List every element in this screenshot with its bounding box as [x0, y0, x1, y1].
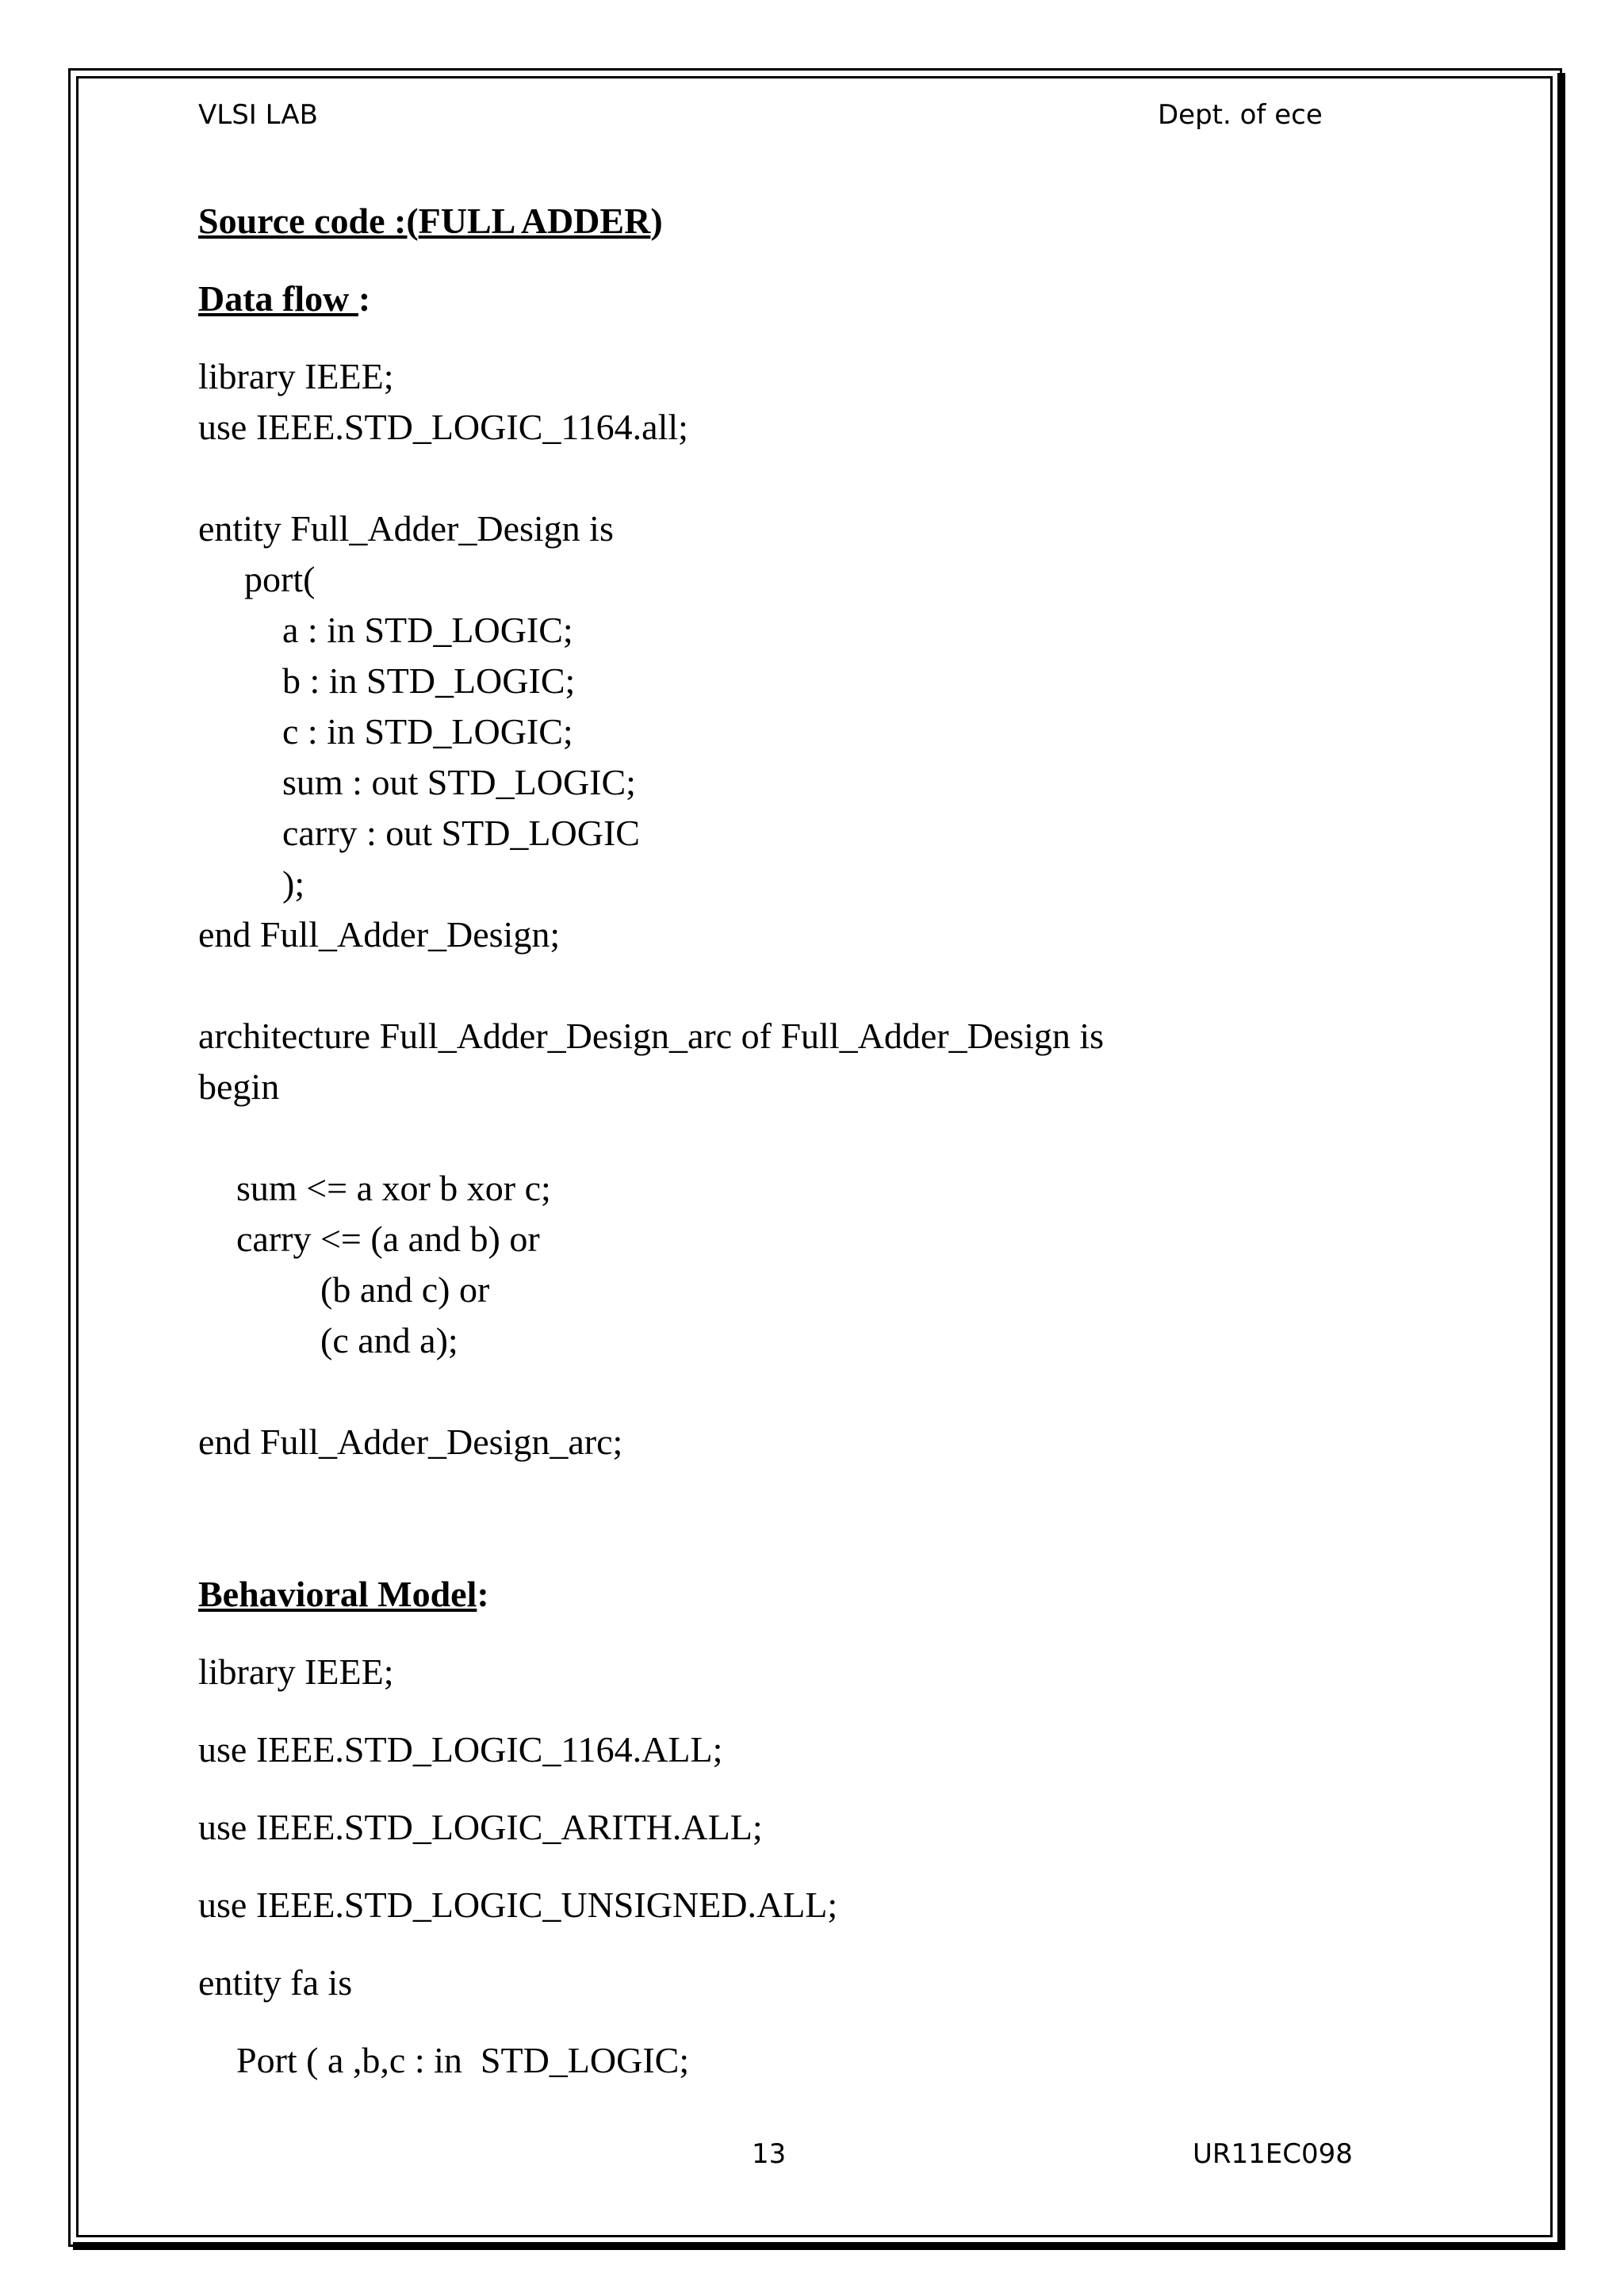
- code-line: carry <= (a and b) or: [236, 1219, 540, 1259]
- code-line: b : in STD_LOGIC;: [282, 660, 576, 701]
- code-line: entity Full_Adder_Design is: [198, 508, 614, 549]
- code-line: port(: [244, 559, 316, 599]
- code-line: begin: [198, 1066, 280, 1107]
- code-line: library IEEE;: [198, 1651, 394, 1692]
- code-line: architecture Full_Adder_Design_arc of Full_Adder_Design is: [198, 1016, 1105, 1056]
- code-line: (b and c) or: [320, 1269, 490, 1310]
- header-department: Dept. of ece: [1158, 99, 1323, 131]
- code-line: entity fa is: [198, 1962, 353, 2003]
- code-line: end Full_Adder_Design;: [198, 914, 561, 955]
- code-line: c : in STD_LOGIC;: [282, 711, 573, 752]
- footer-roll-number: UR11EC098: [1193, 2138, 1353, 2170]
- behavioral-model-heading: Behavioral Model:: [198, 1574, 489, 1614]
- header-lab-name: VLSI LAB: [198, 99, 318, 131]
- code-line: carry : out STD_LOGIC: [282, 813, 640, 853]
- code-line: (c and a);: [320, 1320, 458, 1360]
- data-flow-heading: Data flow :: [198, 278, 371, 319]
- code-line: use IEEE.STD_LOGIC_1164.all;: [198, 407, 688, 447]
- code-line: a : in STD_LOGIC;: [282, 610, 573, 650]
- source-code-heading: Source code :(FULL ADDER): [198, 201, 663, 241]
- code-line: library IEEE;: [198, 356, 394, 396]
- code-line: use IEEE.STD_LOGIC_1164.ALL;: [198, 1729, 723, 1770]
- code-line: );: [282, 863, 305, 904]
- code-line: use IEEE.STD_LOGIC_ARITH.ALL;: [198, 1807, 763, 1847]
- footer-page-number: 13: [752, 2138, 787, 2170]
- code-line: Port ( a ,b,c : in STD_LOGIC;: [236, 2040, 690, 2080]
- code-line: sum <= a xor b xor c;: [236, 1168, 551, 1208]
- page-border-shadow-right: [1557, 73, 1565, 2250]
- page-border-shadow-bottom: [73, 2242, 1565, 2250]
- code-line: use IEEE.STD_LOGIC_UNSIGNED.ALL;: [198, 1885, 838, 1925]
- code-line: sum : out STD_LOGIC;: [282, 762, 636, 802]
- code-line: end Full_Adder_Design_arc;: [198, 1422, 623, 1462]
